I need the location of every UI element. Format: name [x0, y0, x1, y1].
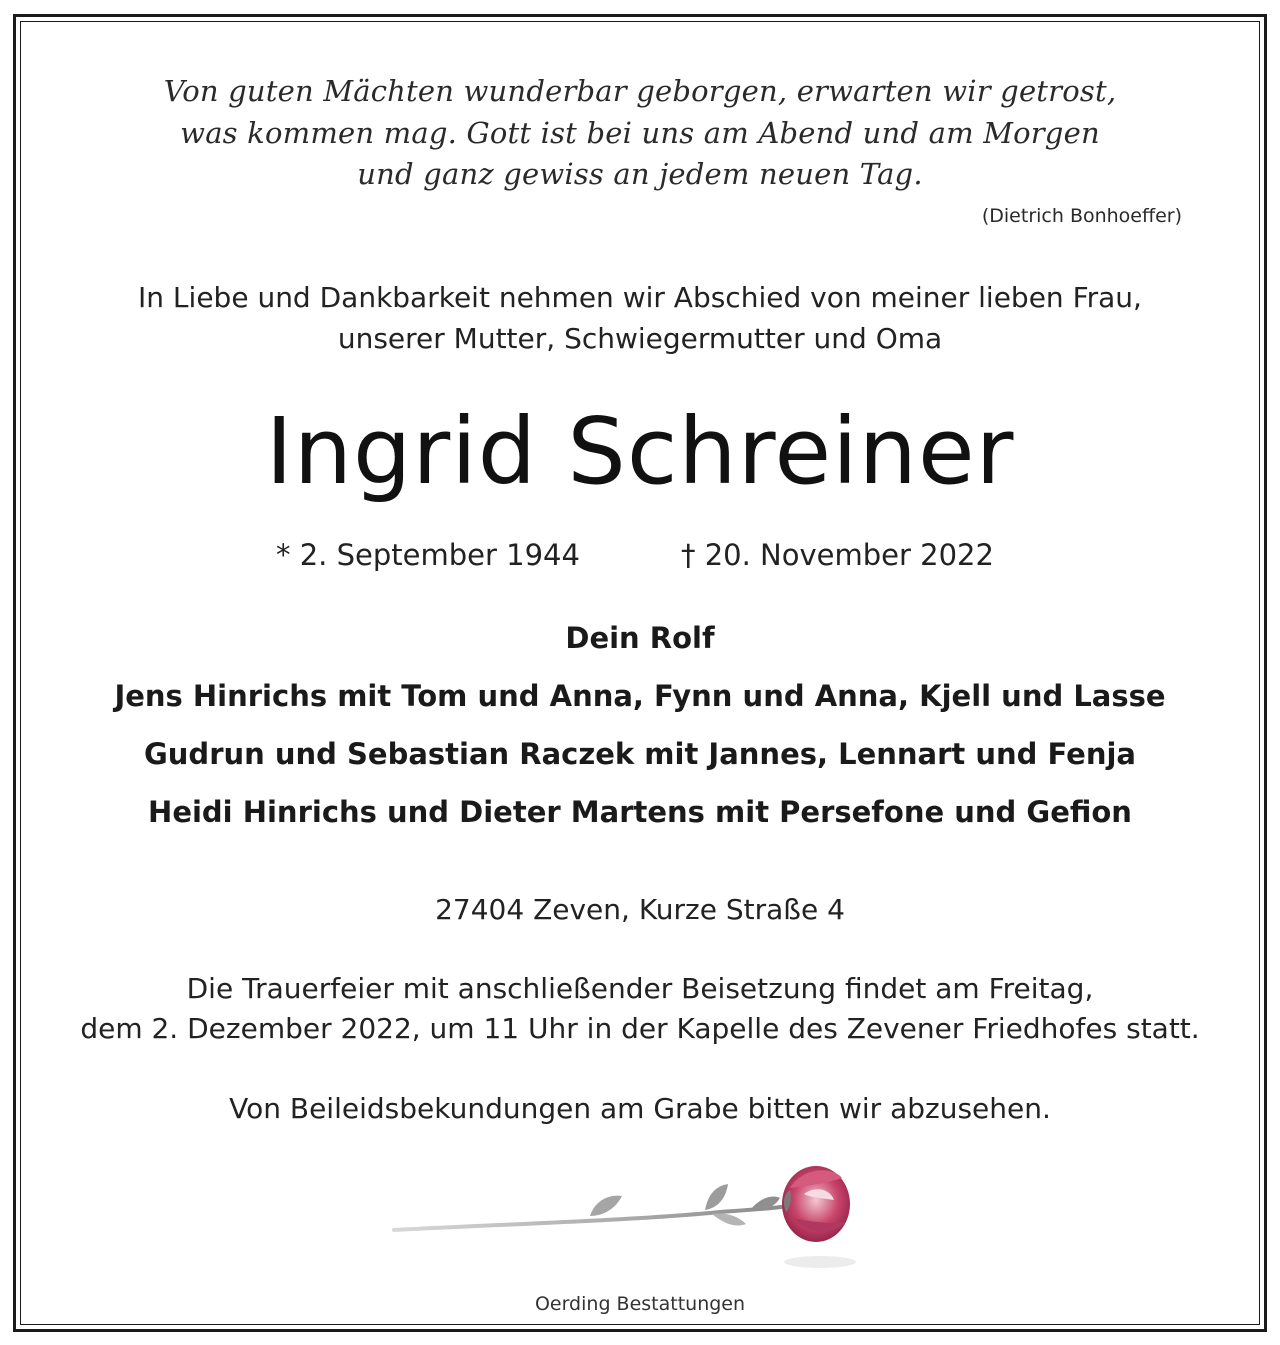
deceased-name: Ingrid Schreiner — [265, 398, 1015, 505]
birth-date: * 2. September 1944 — [276, 538, 580, 572]
ceremony-line-1: Die Trauerfeier mit anschließender Beisetzung findet am Freitag, — [186, 972, 1094, 1005]
quote-line-3: und ganz gewiss an jedem neuen Tag. — [357, 157, 923, 191]
condolence-note: Von Beileidsbekundungen am Grabe bitten wir abzusehen. — [229, 1092, 1051, 1125]
family-line-4: Heidi Hinrichs und Dieter Martens mit Persefone und Gefion — [148, 795, 1132, 829]
ceremony-line-2: dem 2. Dezember 2022, um 11 Uhr in der Kapelle des Zevener Friedhofes statt. — [80, 1012, 1200, 1045]
quote-line-2: was kommen mag. Gott ist bei uns am Abend und am Morgen — [180, 116, 1100, 150]
family-line-2: Jens Hinrichs mit Tom und Anna, Fynn und Anna, Kjell und Lasse — [114, 679, 1166, 713]
undertaker-name: Oerding Bestattungen — [534, 1293, 746, 1315]
intro-line-2: unserer Mutter, Schwiegermutter und Oma — [337, 322, 943, 355]
quote-attribution: (Dietrich Bonhoeffer) — [981, 205, 1182, 227]
death-date: † 20. November 2022 — [681, 538, 994, 572]
address: 27404 Zeven, Kurze Straße 4 — [435, 893, 845, 926]
quote-line-1: Von guten Mächten wunderbar geborgen, erwarten wir getrost, — [163, 74, 1117, 108]
family-line-3: Gudrun und Sebastian Raczek mit Jannes, Lennart und Fenja — [143, 737, 1136, 771]
intro-line-1: In Liebe und Dankbarkeit nehmen wir Abschied von meiner lieben Frau, — [138, 281, 1142, 314]
rose-icon — [390, 1158, 860, 1278]
family-line-1: Dein Rolf — [565, 621, 715, 655]
